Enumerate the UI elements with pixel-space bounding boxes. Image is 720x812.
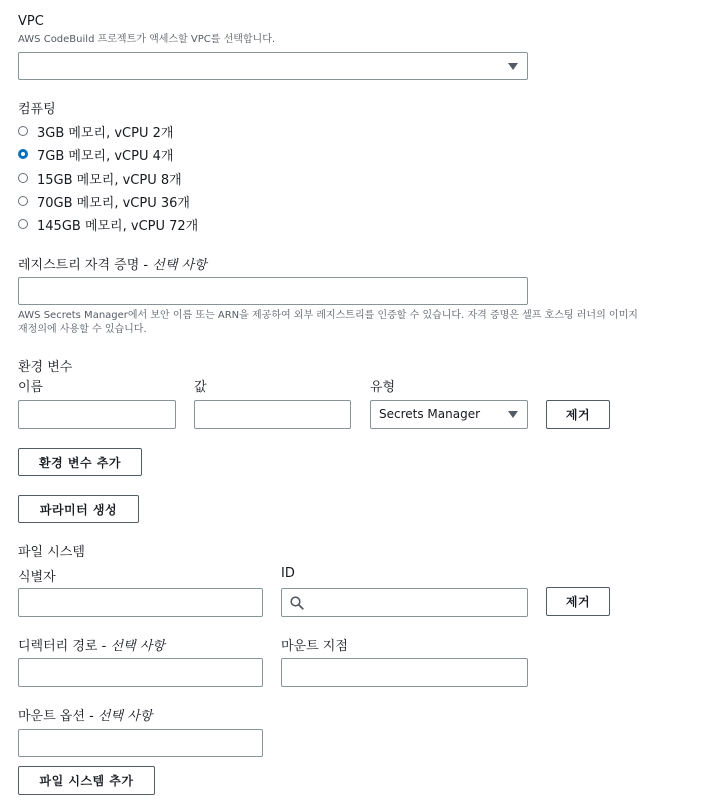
- registry-credential-input[interactable]: [18, 277, 528, 305]
- env-title: 환경 변수: [18, 360, 73, 375]
- filesystem-id-label: ID: [281, 566, 295, 581]
- env-name-label: 이름: [18, 380, 44, 395]
- radio-label: 15GB 메모리, vCPU 8개: [37, 172, 182, 188]
- vpc-title: VPC: [18, 14, 44, 29]
- add-filesystem-button[interactable]: 파일 시스템 추가: [18, 766, 155, 795]
- env-type-select[interactable]: [370, 400, 528, 429]
- mount-options-input[interactable]: [18, 729, 263, 757]
- registry-title: 레지스트리 자격 증명 - 선택 사항: [18, 258, 207, 273]
- add-env-variable-button[interactable]: 환경 변수 추가: [18, 448, 142, 476]
- radio-button[interactable]: [18, 126, 28, 136]
- env-value-input[interactable]: [194, 400, 351, 429]
- registry-hint-line2: 재정의에 사용할 수 있습니다.: [18, 324, 147, 335]
- radio-label: 145GB 메모리, vCPU 72개: [37, 218, 199, 234]
- compute-title: 컴퓨팅: [18, 102, 56, 117]
- radio-button[interactable]: [18, 173, 28, 183]
- search-icon: [290, 596, 304, 610]
- filesystem-title: 파일 시스템: [18, 545, 85, 560]
- filesystem-remove-button[interactable]: 제거: [546, 587, 610, 616]
- env-name-input[interactable]: [18, 400, 176, 429]
- mount-point-label: 마운트 지점: [281, 639, 348, 654]
- optional-tag: 선택 사항: [110, 639, 165, 654]
- chevron-down-icon: [508, 411, 518, 418]
- radio-label: 3GB 메모리, vCPU 2개: [37, 125, 174, 141]
- env-value-label: 값: [194, 380, 207, 395]
- env-remove-button[interactable]: 제거: [546, 400, 610, 429]
- compute-option-70gb[interactable]: [18, 192, 190, 210]
- optional-tag: 선택 사항: [152, 258, 207, 273]
- compute-option-7gb[interactable]: [18, 145, 173, 163]
- mount-options-label: 마운트 옵션 - 선택 사항: [18, 709, 153, 724]
- vpc-select[interactable]: [18, 52, 528, 80]
- radio-button[interactable]: [18, 219, 28, 229]
- filesystem-identifier-input[interactable]: [18, 588, 263, 617]
- env-type-value: Secrets Manager: [379, 407, 481, 421]
- compute-option-3gb[interactable]: [18, 122, 173, 140]
- filesystem-id-search-input[interactable]: [281, 588, 528, 617]
- optional-tag: 선택 사항: [97, 709, 153, 724]
- filesystem-identifier-label: 식별자: [18, 570, 56, 585]
- mount-point-input[interactable]: [281, 658, 528, 687]
- compute-option-15gb[interactable]: [18, 169, 182, 187]
- env-type-label: 유형: [370, 380, 396, 395]
- directory-path-label: 디렉터리 경로 - 선택 사항: [18, 639, 165, 654]
- create-parameter-button[interactable]: 파라미터 생성: [18, 495, 139, 523]
- vpc-description: AWS CodeBuild 프로젝트가 액세스할 VPC를 선택합니다.: [18, 34, 276, 45]
- radio-label: 70GB 메모리, vCPU 36개: [37, 195, 190, 211]
- chevron-down-icon: [508, 63, 518, 70]
- registry-hint-line1: AWS Secrets Manager에서 보안 이름 또는 ARN을 제공하여 외부 레지스트리를 인증할 수 있습니다. 자격 증명은 셀프 호스팅 러너의 이미지: [18, 310, 638, 321]
- directory-path-input[interactable]: [18, 658, 263, 687]
- radio-label: 7GB 메모리, vCPU 4개: [37, 148, 174, 164]
- radio-button[interactable]: [18, 196, 28, 206]
- radio-button-selected[interactable]: [18, 149, 28, 159]
- compute-option-145gb[interactable]: [18, 215, 198, 233]
